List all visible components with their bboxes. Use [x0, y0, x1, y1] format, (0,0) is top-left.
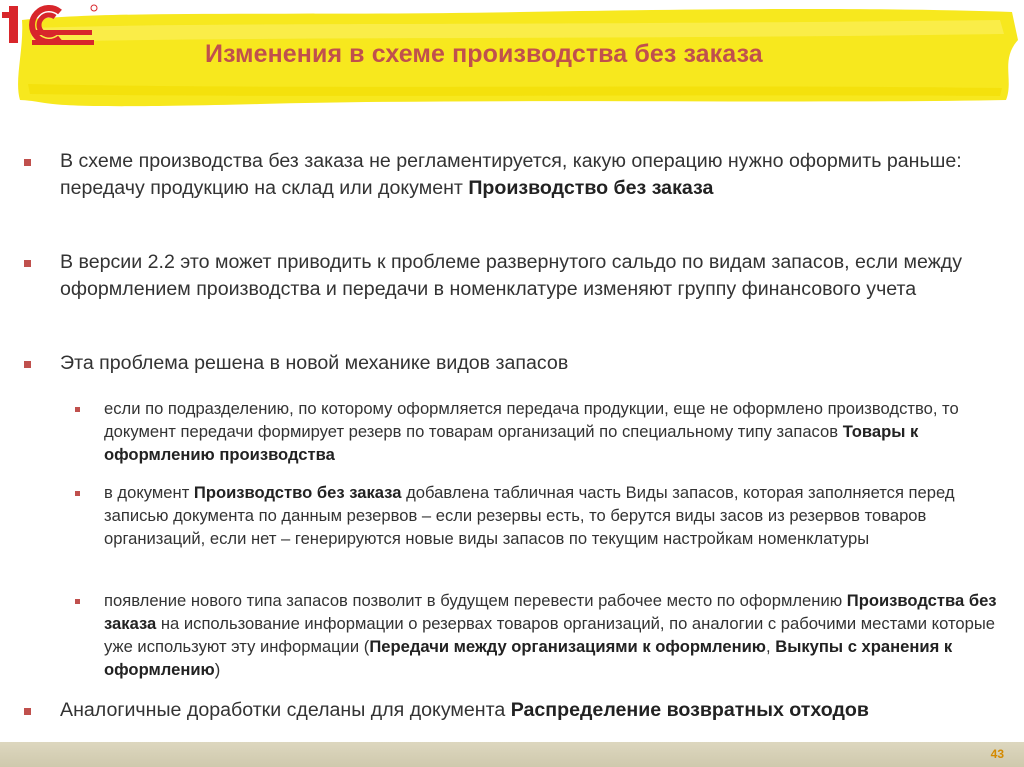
bullet-text: ,: [765, 637, 776, 656]
sub-bullet-1: [104, 397, 1004, 466]
bullet-text: если по подразделению, по которому оформляется передача продукции, еще не оформлено производство, то документ передачи формирует резерв по товарам организаций по специальному типу запасов: [104, 399, 959, 441]
sub-bullet-marker: [75, 599, 80, 604]
header-band: [0, 0, 1024, 112]
bullet-text: добавлена табличная часть Виды запасов, которая заполняется перед записью документа по данным резервов – если резервы есть, то берутся виды засов из резервов товаров организаций, если нет – генерируются новые виды запасов по текущим настройкам номенклатуры: [104, 483, 955, 548]
sub-bullet-2: [104, 481, 1004, 550]
bullet-text: В версии 2.2 это может приводить к проблеме развернутого сальдо по видам запасов, если между оформлением производства и передачи в номенклатуре изменяют группу финансового учета: [60, 251, 963, 300]
bullet-marker: [24, 260, 31, 267]
bullet-2: [60, 249, 1000, 303]
bullet-marker: [24, 708, 31, 715]
page-number: 43: [990, 747, 1004, 761]
bullet-text: В схеме производства без заказа не регламентируется, какую операцию нужно оформить раньше: передачу продукцию на склад или документ: [60, 150, 962, 199]
slide-title: Изменения в схеме производства без заказа: [205, 40, 763, 68]
bullet-text: появление нового типа запасов позволит в будущем перевести рабочее место по оформлению: [104, 591, 847, 610]
bullet-text: Эта проблема решена в новой механике видов запасов: [60, 352, 569, 374]
bullet-1: [60, 148, 1000, 202]
bullet-marker: [24, 361, 31, 368]
bullet-bold-text: Производства без заказа: [104, 591, 997, 633]
bullet-bold-text: Товары к оформлению производства: [104, 422, 919, 464]
bullet-bold-text: Передачи между организациями к оформлению: [369, 637, 766, 656]
bullet-bold-text: Выкупы с хранения к оформлению: [104, 637, 953, 679]
bullet-bold-text: Производство без заказа: [193, 483, 402, 502]
bullet-3: [60, 350, 1000, 377]
bullet-text: в документ: [104, 483, 194, 502]
bullet-marker: [24, 159, 31, 166]
footer-bar: [0, 742, 1024, 767]
1c-logo: [0, 0, 100, 50]
sub-bullet-marker: [75, 491, 80, 496]
bullet-text: Аналогичные доработки сделаны для документа: [60, 699, 511, 721]
bullet-text: ): [214, 660, 221, 679]
bullet-4: [60, 697, 1000, 724]
bullet-bold-text: Распределение возвратных отходов: [510, 699, 869, 721]
bullet-text: на использование информации о резервах товаров организаций, по аналогии с рабочими местами которые уже используют эту информации (: [104, 614, 995, 656]
bullet-bold-text: Производство без заказа: [468, 177, 714, 199]
sub-bullet-3: [104, 589, 1004, 681]
sub-bullet-marker: [75, 407, 80, 412]
